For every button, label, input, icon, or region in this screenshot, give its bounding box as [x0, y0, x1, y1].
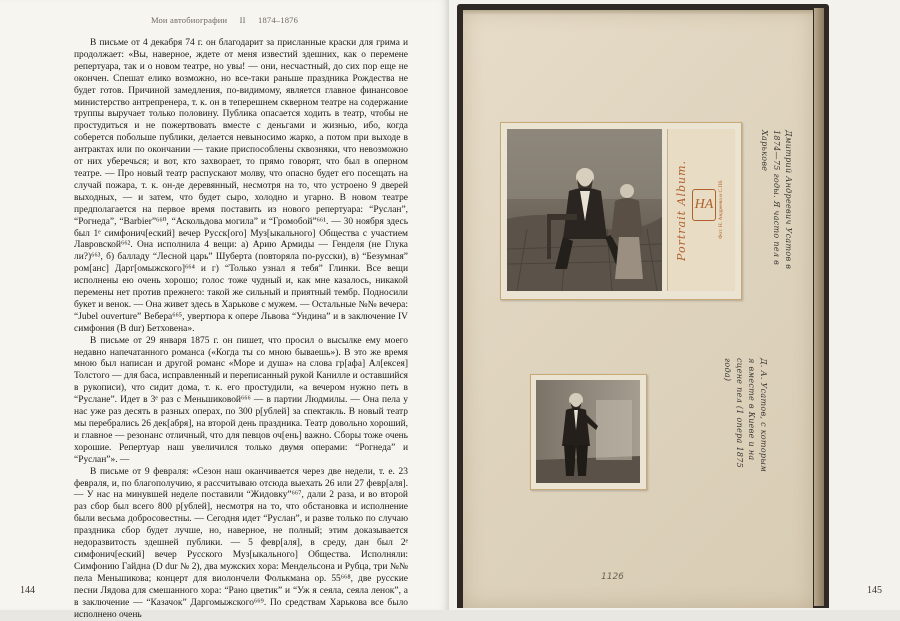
- album-page: [463, 10, 813, 608]
- paragraph: В письме от 4 декабря 74 г. он благодарит за присланные краски для грима и продолжает: «Вы, наверное, ждете от меня известий здешних, как о перемене репертуара, так и о новом театре, но увы! — они, несчастный, до сих пор еще не окончен. Спешат елико возможно, но все-таки раньше праздника Рождества не будет готов. Причиной замедления, по-видимому, является главное финансовое министерство антрепренера, т. к. он в теперешнем скверном театре на содержание труппы выручает только половину. Публика опасается ходить в театр, чтобы не простудиться и не пожертвовать вместе с деньгами и жизнью, ибо, когда соберется побольше публики, делается невыносимо жарко, а потом при выходе в антрактах или по окончании — такие приспособлены сквозняки, что невозможно от них уберечься; и вот, кто захворает, то прямо говорят, что был в оперном театре. — Про новый театр распускают молву, что опасно будет его посещать на случай пожара, т. к. он-де деревянный, несмотря на то, что устроено 9 дверей выходных, — и затем, что будет сыро, холодно и угарно. В новом театре предполагается на первое время поставить из нового репертуара: “Руслан”, “Рогнеда”, “Barbier”⁶⁶⁰, “Аскольдова могила” и “Громобой”⁶⁶¹. — 30 ноября здесь был 1ᵉ симфонич[еский] вечер Русск[ого] Муз[ыкального] Общества с участием Лавровской⁶⁶². Она исполнила 4 вещи: а) Арию Армиды — Генделя (не Глука ли?)⁶⁶³, б) балладу “Лесной царь” Шуберта (повторяла по-русски), в) “Безумная” ром[анс] Дарг[омыжского]⁶⁶⁴ и г) “Только узнал я тебя” Глинки. Все вещи исполнены ею очень хорошо; голос тоже чудный и, как мне казалось, никакой перемены нет против прежнего: такой же сильный и приятный тембр. Подносили букет и венок. — Она живет здесь в Харькове с мужем. — Остальные №№ вечера: “Jubel ouverture” Вебера⁶⁶⁵, увертюра к опере Львова “Ундина” и в заключение IV симфония (B dur) Бетховена».: [74, 38, 408, 334]
- paragraph: В письме от 9 февраля: «Сезон наш оканчивается через две недели, т. е. 23 февраля, и, по благополучию, я рассчитываю отсюда выехать 26 или 27 февр[аля]. — У нас на минувшей неделе поставили “Жидовку”⁶⁶⁷, дали 2 раза, и во второй раз сбор был всего 800 р[ублей], несмотря на то, что обстановка и исполнение были весьма добросовестны. — Сегодня идет “Руслан”, и разве только по случаю праздника сбор будет лучше, но, наверное, не полный; этим доказывается недоразвитость здешней публики. — 5 февр[аля], в среду, дан был 2ᵉ симфонич[еский] вечер Русского Муз[ыкального] Общества. Исполняли: Симфонию Гайдна (D dur № 2), два мужских хора: Мендельсона и Рубца, три №№ пела Меньшикова; концерт для виолончели Фолькмана ор. 55⁶⁶⁸, две русские песни Лядова для смешанного хора: “Рано цветик” и “Уж я сеяла, сеяла ленок”, а в заключение — “Казачок” Даргомыжского⁶⁶⁹. По средствам Харькова все было исполнено очень: [74, 466, 408, 620]
- carte-de-visite-card: [530, 374, 647, 490]
- photographer-brand: Portrait Album.: [675, 159, 688, 261]
- album-spine: [814, 8, 824, 606]
- page-number-left: 144: [20, 585, 35, 596]
- right-page: [449, 0, 900, 610]
- group-portrait-image: [507, 129, 662, 291]
- standing-portrait-image: [536, 380, 640, 483]
- body-text: [74, 38, 408, 621]
- album-page-edge: [463, 10, 813, 15]
- pencil-inventory-number: 1126: [601, 572, 624, 582]
- running-head-years: 1874–1876: [258, 15, 299, 25]
- standing-portrait-photo: [536, 380, 640, 483]
- running-head-part: II: [239, 15, 246, 25]
- group-portrait-photo: [507, 129, 662, 291]
- photographer-monogram: HA: [692, 189, 716, 221]
- handwritten-caption-top: Дмитрий Андреевич Усатов в 1874—75 годы. Я часто пел в Харькове: [760, 130, 793, 270]
- running-head: [0, 15, 449, 25]
- cabinet-photo-card: [500, 122, 742, 300]
- photo-card-back: [667, 129, 735, 291]
- left-page: [0, 0, 449, 620]
- running-head-title: Мои автобиографии: [150, 15, 228, 25]
- photographer-address: Фот. Н. Андреева и С.Пб.: [718, 179, 724, 239]
- handwritten-caption-bottom: Д. А. Усатов, с которым я вместе в Киеве и на сцене пел (1 опера 1875 года): [723, 358, 768, 473]
- page-number-right: 145: [867, 585, 882, 596]
- paragraph: В письме от 29 января 1875 г. он пишет, что просил о высылке ему моего недавно напечатанного романса («Когда ты со мною бываешь»). В это же время мною был написан и другой романс «Море и душа» на слова гр[афа] Ал[ексея] Толстого — для баса, исправленный и переписанный рукой Канилле и оставшийся в рукописи), что сидит дома, т. к. его простудили, «а вечером нужно петь в “Руслане”. Идет в 3ᵉ раз с Меньшиковой⁶⁶⁶ — в партии Людмилы. — Она пела у нас уже раз десять в разных операх, по 300 р[ублей] за спектакль. В новый театр мы перебрались 26 дек[абря], на второй день праздника. Театр довольно хороший, и главное — резонанс отличный, что для певцов оч[ень] важно. Сборы тоже очень хорошие. Репертуар наш увеличился только двумя операми: “Рогнеда” и “Руслан”». —: [74, 335, 408, 465]
